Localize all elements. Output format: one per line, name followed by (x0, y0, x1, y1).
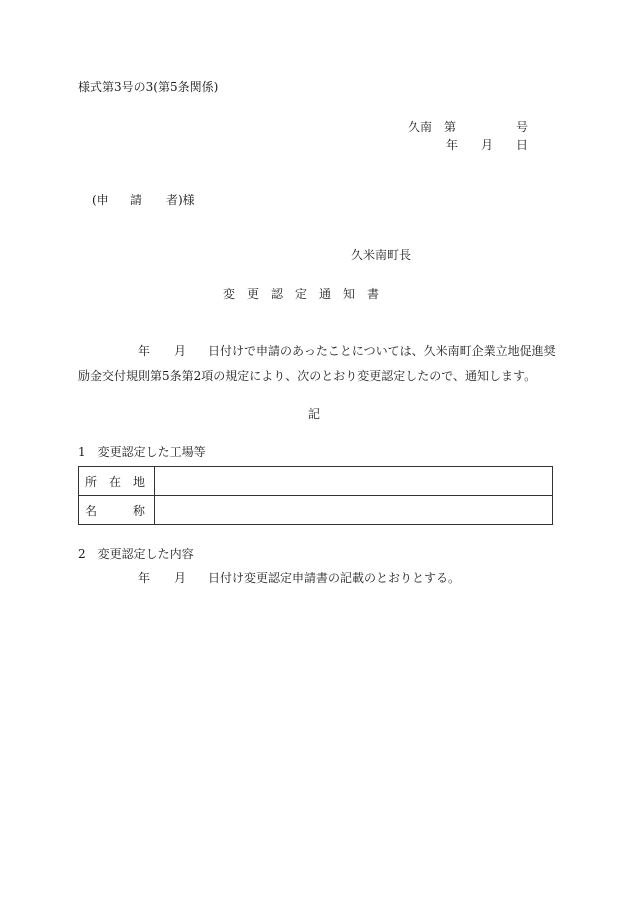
facility-table (78, 466, 553, 525)
location-value (155, 467, 553, 496)
table-row (79, 496, 553, 525)
date-day-label: 日 (516, 138, 529, 152)
section2-date-month: 月 (174, 571, 187, 585)
document-number-prefix: 久南 第 (408, 120, 457, 134)
addressee-middle: 請 (130, 193, 143, 207)
body-date-year: 年 (138, 344, 151, 358)
name-value (155, 496, 553, 525)
addressee-open: (申 (92, 193, 109, 207)
issuer-name: 久米南町長 (351, 248, 412, 262)
date-year-label: 年 (446, 138, 459, 152)
ki-mark: 記 (308, 407, 321, 421)
document-number-suffix: 号 (516, 120, 529, 134)
name-label: 名 称 (79, 496, 155, 525)
body-line2: 励金交付規則第5条第2項の規定により、次のとおり変更認定したので、通知します。 (78, 369, 537, 383)
date-month-label: 月 (481, 138, 494, 152)
section2-date-year: 年 (138, 571, 151, 585)
location-label: 所 在 地 (79, 467, 155, 496)
table-row (79, 467, 553, 496)
form-number: 様式第3号の3(第5条関係) (78, 80, 219, 94)
section1-heading: 1 変更認定した工場等 (78, 445, 206, 459)
section2-text: 日付け変更認定申請書の記載のとおりとする。 (208, 571, 461, 585)
section2-heading: 2 変更認定した内容 (78, 547, 194, 561)
document-title: 変 更 認 定 通 知 書 (223, 287, 380, 301)
addressee-close: 者)様 (166, 193, 195, 207)
body-line1: 日付けで申請のあったことについては、久米南町企業立地促進奨 (208, 344, 556, 358)
body-date-month: 月 (174, 344, 187, 358)
